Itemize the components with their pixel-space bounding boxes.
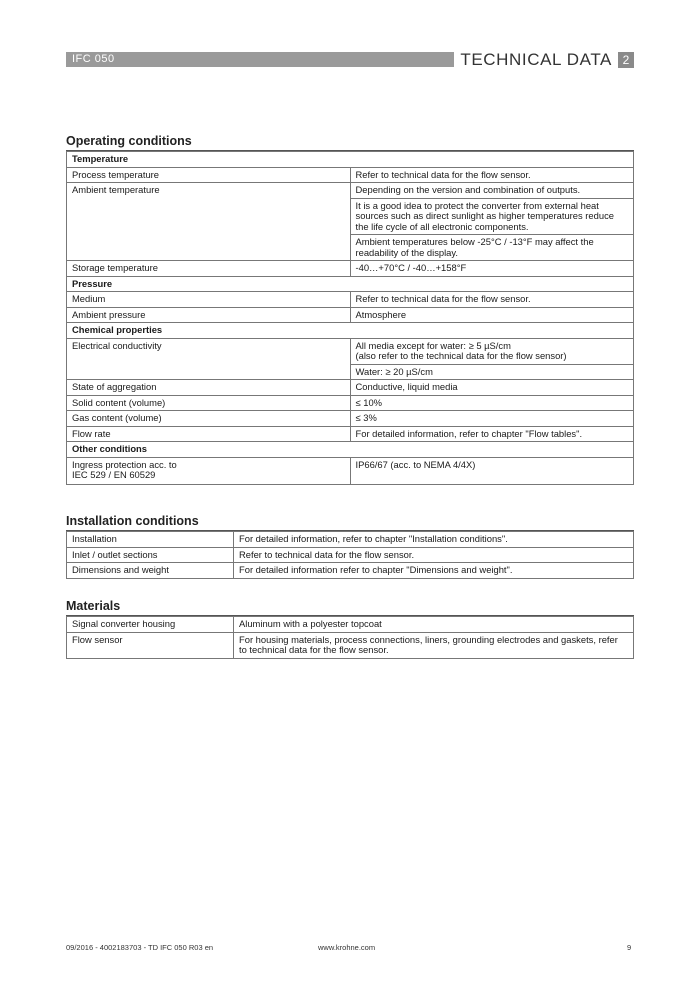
- conductivity-line: All media except for water: ≥ 5 µS/cm: [355, 339, 511, 351]
- row-value: Depending on the version and combination of outputs.: [350, 183, 634, 199]
- row-label: Storage temperature: [67, 261, 351, 277]
- row-value: For detailed information refer to chapter "Dimensions and weight".: [234, 563, 634, 579]
- table-row: [67, 532, 634, 548]
- installation-conditions-table: [66, 531, 634, 579]
- row-label: Process temperature: [67, 167, 351, 183]
- operating-conditions-title: Operating conditions: [66, 134, 634, 151]
- group-heading-chemical: Chemical properties: [67, 323, 634, 339]
- table-row: [67, 261, 634, 277]
- table-row: [67, 411, 634, 427]
- table-row: [67, 276, 634, 292]
- table-row: [67, 426, 634, 442]
- table-row: [67, 338, 634, 364]
- header-bar: [66, 52, 454, 67]
- table-row: [67, 167, 634, 183]
- materials-title: Materials: [66, 599, 634, 616]
- row-label: Flow sensor: [67, 632, 234, 658]
- table-row: [67, 563, 634, 579]
- row-label: Medium: [67, 292, 351, 308]
- table-row: [67, 323, 634, 339]
- row-value: [350, 338, 634, 364]
- operating-conditions-section: [66, 134, 634, 485]
- conductivity-note: (also refer to the technical data for the flow sensor): [355, 350, 567, 361]
- row-value: For detailed information, refer to chapter "Flow tables".: [350, 426, 634, 442]
- group-heading-other: Other conditions: [67, 442, 634, 458]
- row-label: Installation: [67, 532, 234, 548]
- table-row: [67, 307, 634, 323]
- table-row: [67, 380, 634, 396]
- row-label: [67, 457, 351, 484]
- table-row: [67, 183, 634, 199]
- group-heading-temperature: Temperature: [67, 152, 634, 168]
- row-label: Dimensions and weight: [67, 563, 234, 579]
- page-header: [66, 52, 634, 70]
- row-value: ≤ 10%: [350, 395, 634, 411]
- model-name: IFC 050: [72, 53, 115, 65]
- row-value: Ambient temperatures below -25°C / -13°F may affect the readability of the display.: [350, 235, 634, 261]
- table-row: [67, 395, 634, 411]
- row-label: Electrical conductivity: [67, 338, 351, 380]
- row-value: For housing materials, process connections, liners, grounding electrodes and gaskets, refer to technical data for the flow sensor.: [234, 632, 634, 658]
- row-label: Ambient temperature: [67, 183, 351, 261]
- table-row: [67, 292, 634, 308]
- row-value: Refer to technical data for the flow sensor.: [350, 292, 634, 308]
- table-row: [67, 617, 634, 633]
- row-value: It is a good idea to protect the converter from external heat sources such as direct sunlight as higher temperatures reduce the life cycle of all electronic components.: [350, 198, 634, 235]
- section-title: TECHNICAL DATA: [460, 50, 612, 69]
- row-label: Flow rate: [67, 426, 351, 442]
- row-label: State of aggregation: [67, 380, 351, 396]
- row-value: Conductive, liquid media: [350, 380, 634, 396]
- row-label: Inlet / outlet sections: [67, 547, 234, 563]
- row-value: Atmosphere: [350, 307, 634, 323]
- row-label: Ambient pressure: [67, 307, 351, 323]
- row-value: Water: ≥ 20 µS/cm: [350, 364, 634, 380]
- table-row: [67, 457, 634, 484]
- footer-website: www.krohne.com: [318, 943, 376, 952]
- table-row: [67, 152, 634, 168]
- row-value: Refer to technical data for the flow sensor.: [350, 167, 634, 183]
- row-value: -40…+70°C / -40…+158°F: [350, 261, 634, 277]
- footer-doc-id: 09/2016 - 4002183703 - TD IFC 050 R03 en: [66, 943, 214, 952]
- page-number: 9: [627, 943, 632, 952]
- row-label: Signal converter housing: [67, 617, 234, 633]
- table-row: [67, 632, 634, 658]
- operating-conditions-table: [66, 151, 634, 485]
- row-value: Aluminum with a polyester topcoat: [234, 617, 634, 633]
- materials-section: [66, 599, 634, 659]
- row-value: For detailed information, refer to chapter "Installation conditions".: [234, 532, 634, 548]
- row-value: Refer to technical data for the flow sensor.: [234, 547, 634, 563]
- ingress-label-line1: Ingress protection acc. to: [72, 458, 177, 470]
- row-value: ≤ 3%: [350, 411, 634, 427]
- chapter-number: 2: [618, 52, 634, 68]
- row-label: Solid content (volume): [67, 395, 351, 411]
- row-value: IP66/67 (acc. to NEMA 4/4X): [350, 457, 634, 484]
- table-row: [67, 442, 634, 458]
- table-row: [67, 547, 634, 563]
- row-label: Gas content (volume): [67, 411, 351, 427]
- group-heading-pressure: Pressure: [67, 276, 634, 292]
- installation-conditions-title: Installation conditions: [66, 514, 634, 531]
- installation-conditions-section: [66, 514, 634, 579]
- ingress-label-line2: IEC 529 / EN 60529: [72, 469, 156, 480]
- materials-table: [66, 616, 634, 659]
